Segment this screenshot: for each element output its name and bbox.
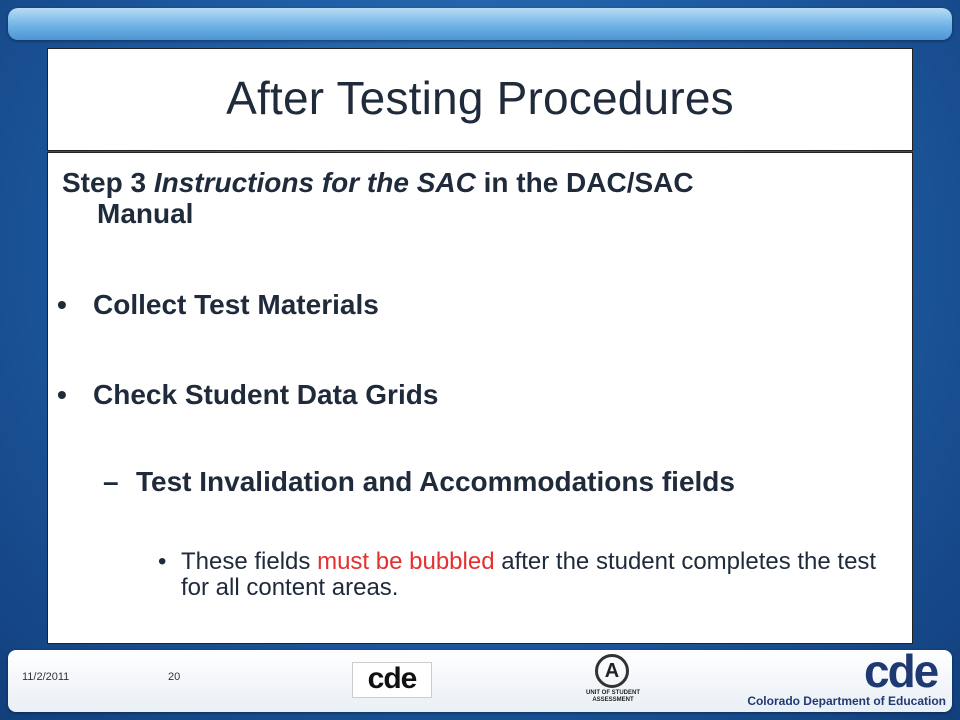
bullet-text: Collect Test Materials bbox=[93, 289, 379, 320]
step-line2: Manual bbox=[97, 198, 194, 229]
step-prefix: Step 3 bbox=[62, 167, 154, 198]
footer-bar bbox=[8, 645, 952, 712]
text-before: These fields bbox=[181, 548, 318, 575]
highlighted-text: must be bubbled bbox=[317, 548, 495, 575]
cde-logo-small-text: cde bbox=[367, 662, 417, 695]
assessment-logo bbox=[586, 654, 640, 710]
assessment-logo-text: UNIT OF STUDENT ASSESSMENT bbox=[586, 690, 640, 703]
bullet-text: Check Student Data Grids bbox=[93, 379, 439, 410]
top-decorative-bar bbox=[8, 8, 952, 40]
slide-title: After Testing Procedures bbox=[226, 72, 734, 124]
bullet-marker: • bbox=[57, 379, 67, 410]
sub-bullet-text: Test Invalidation and Accommodations fields bbox=[136, 466, 735, 497]
assessment-logo-icon: A bbox=[595, 654, 629, 688]
step-heading bbox=[62, 167, 902, 229]
footer-date: 11/2/2011 bbox=[22, 671, 70, 683]
step-italic: Instructions for the SAC bbox=[153, 167, 476, 198]
step-suffix: in the DAC/SAC bbox=[475, 167, 694, 198]
text-after: after the student completes the test for all content areas. bbox=[181, 548, 877, 601]
sub-bullet-marker: – bbox=[103, 466, 119, 497]
cde-logo-small bbox=[352, 662, 432, 698]
content-box bbox=[47, 152, 913, 644]
title-box bbox=[47, 48, 913, 151]
sub-sub-bullet-text bbox=[181, 549, 901, 601]
cde-logo-large: cde bbox=[864, 645, 938, 697]
bullet-marker: • bbox=[57, 289, 67, 320]
department-name: Colorado Department of Education bbox=[747, 694, 946, 708]
page-number: 20 bbox=[168, 671, 181, 683]
sub-sub-bullet-marker: • bbox=[158, 548, 167, 575]
